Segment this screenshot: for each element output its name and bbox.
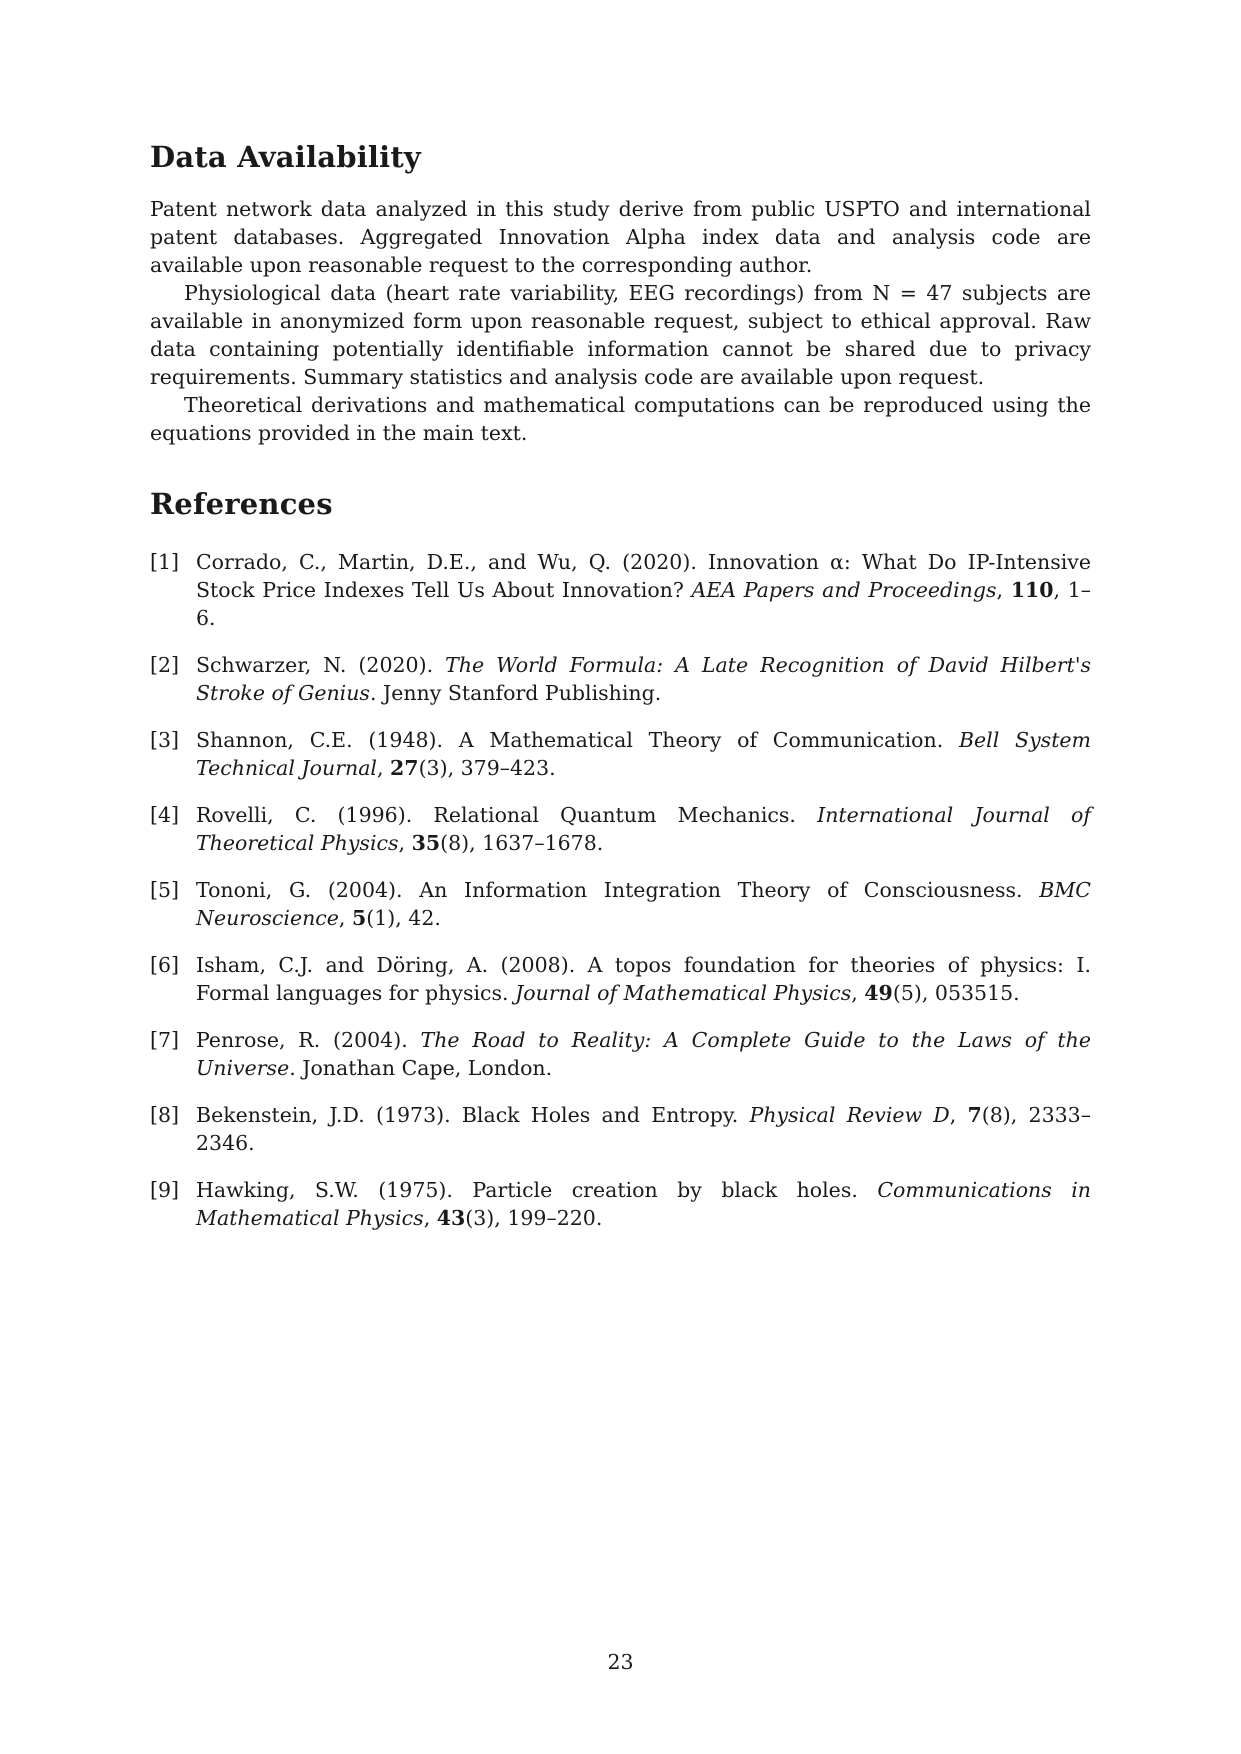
- reference-body: [196, 726, 1091, 782]
- reference-label: [3]: [150, 727, 180, 752]
- data-availability-paragraph-2: Physiological data (heart rate variability, EEG recordings) from N = 47 subjects are available in anonymized form upon reasonable request, subject to ethical approval. Raw data containing potentially identifiable information cannot be shared due to privacy requirements. Summary statistics and analysis code are available upon request.: [150, 280, 1091, 389]
- reference-label: [6]: [150, 952, 180, 977]
- reference-item: [150, 1101, 1091, 1157]
- reference-pages: (1), 42.: [366, 905, 441, 930]
- reference-authors: Penrose, R. (2004).: [196, 1027, 421, 1052]
- reference-volume: 7: [967, 1102, 982, 1127]
- page-content: [150, 140, 1091, 1251]
- reference-label: [7]: [150, 1027, 180, 1052]
- reference-body: [196, 1101, 1091, 1157]
- reference-body: [196, 801, 1091, 857]
- reference-volume: 35: [411, 830, 441, 855]
- reference-journal: The World Formula: A Late Recognition of David Hilbert's Stroke of Genius: [196, 652, 1091, 705]
- reference-pages: . Jenny Stanford Publishing.: [369, 680, 662, 705]
- reference-authors: Rovelli, C. (1996). Relational Quantum Mechanics.: [196, 802, 818, 827]
- references-heading: References: [150, 486, 333, 521]
- reference-pages: (5), 053515.: [892, 980, 1020, 1005]
- reference-item: [150, 548, 1091, 632]
- reference-pages: . Jonathan Cape, London.: [289, 1055, 553, 1080]
- reference-separator: ,: [996, 577, 1011, 602]
- reference-item: [150, 876, 1091, 932]
- reference-separator: ,: [851, 980, 865, 1005]
- reference-body: [196, 876, 1091, 932]
- reference-item: [150, 651, 1091, 707]
- data-availability-paragraph-3: Theoretical derivations and mathematical computations can be reproduced using the equations provided in the main text.: [150, 392, 1091, 445]
- reference-item: [150, 951, 1091, 1007]
- reference-authors: Bekenstein, J.D. (1973). Black Holes and Entropy.: [196, 1102, 750, 1127]
- reference-separator: ,: [949, 1102, 968, 1127]
- reference-volume: 110: [1010, 577, 1054, 602]
- reference-body: [196, 651, 1091, 707]
- reference-authors: Isham, C.J. and Döring, A. (2008). A topos foundation for theories of physics: I. Formal languages for physics.: [196, 952, 1091, 1005]
- reference-body: [196, 548, 1091, 632]
- reference-label: [5]: [150, 877, 180, 902]
- reference-label: [2]: [150, 652, 180, 677]
- reference-body: [196, 951, 1091, 1007]
- reference-pages: (3), 379–423.: [418, 755, 556, 780]
- reference-journal: AEA Papers and Proceedings: [691, 577, 997, 602]
- reference-authors: Shannon, C.E. (1948). A Mathematical Theory of Communication.: [196, 727, 959, 752]
- reference-volume: 27: [390, 755, 419, 780]
- reference-item: [150, 726, 1091, 782]
- reference-pages: (8), 1637–1678.: [440, 830, 604, 855]
- reference-journal: Physical Review D: [749, 1102, 950, 1127]
- reference-journal: Bell System Technical Journal: [196, 727, 1092, 780]
- reference-volume: 5: [351, 905, 367, 930]
- reference-separator: ,: [376, 755, 391, 780]
- reference-pages: (3), 199–220.: [465, 1205, 603, 1230]
- reference-body: [196, 1026, 1091, 1082]
- reference-journal: The Road to Reality: A Complete Guide to the Laws of the Universe: [196, 1027, 1091, 1080]
- reference-separator: ,: [423, 1205, 437, 1230]
- reference-journal: BMC Neuroscience: [196, 877, 1091, 930]
- reference-separator: ,: [338, 905, 352, 930]
- reference-pages: , 1–6.: [196, 577, 1091, 630]
- reference-separator: ,: [398, 830, 412, 855]
- data-availability-paragraph-1: Patent network data analyzed in this study derive from public USPTO and international patent databases. Aggregated Innovation Alpha index data and analysis code are available upon reasonable request to the corresponding author.: [150, 196, 1091, 277]
- reference-label: [9]: [150, 1177, 180, 1202]
- reference-volume: 49: [864, 980, 893, 1005]
- page-number: 23: [607, 1650, 634, 1674]
- reference-authors: Hawking, S.W. (1975). Particle creation by black holes.: [196, 1177, 878, 1202]
- reference-item: [150, 801, 1091, 857]
- reference-label: [1]: [150, 549, 180, 574]
- reference-authors: Corrado, C., Martin, D.E., and Wu, Q. (2020). Innovation α: What Do IP-Intensive Stock Price Indexes Tell Us About Innovation?: [196, 549, 1091, 602]
- data-availability-heading: Data Availability: [150, 140, 421, 174]
- reference-journal: Communications in Mathematical Physics: [196, 1177, 1091, 1230]
- reference-item: [150, 1026, 1091, 1082]
- reference-journal: International Journal of Theoretical Physics: [196, 802, 1091, 855]
- reference-pages: (8), 2333–2346.: [196, 1102, 1091, 1155]
- reference-journal: Journal of Mathematical Physics: [515, 980, 852, 1005]
- reference-body: [196, 1176, 1091, 1232]
- reference-item: [150, 1176, 1091, 1232]
- reference-authors: Schwarzer, N. (2020).: [196, 652, 446, 677]
- reference-label: [8]: [150, 1102, 180, 1127]
- reference-list: [150, 548, 1091, 1232]
- reference-label: [4]: [150, 802, 180, 827]
- reference-authors: Tononi, G. (2004). An Information Integration Theory of Consciousness.: [196, 877, 1040, 902]
- reference-volume: 43: [436, 1205, 466, 1230]
